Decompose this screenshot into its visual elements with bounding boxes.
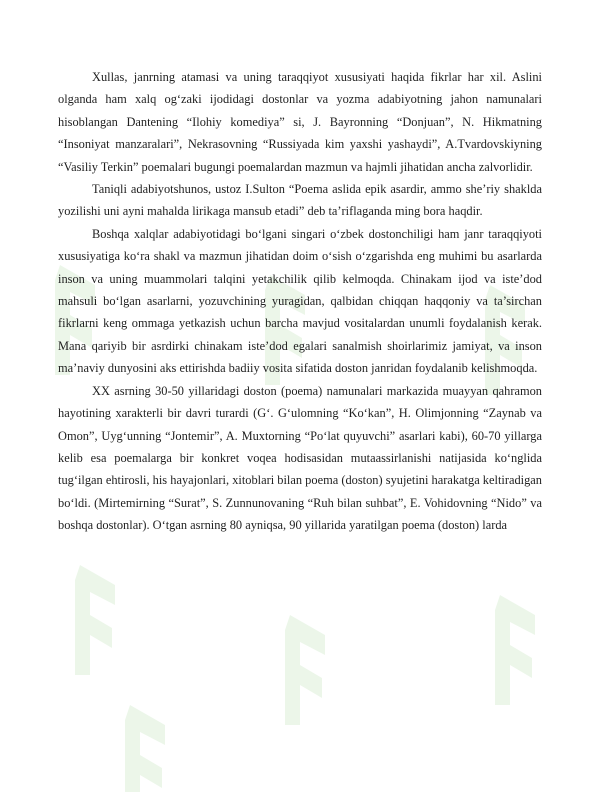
document-body [58,66,542,537]
paragraph: Taniqli adabiyotshunos, ustoz I.Sulton “Poema aslida epik asardir, ammo she’riy shaklda yozilishi uni ayni mahalda lirikaga mansub etadi” deb ta’riflaganda ming bora haqdir. [58,182,542,219]
watermark-logo-icon [110,700,180,792]
paragraph: Boshqa xalqlar adabiyotidagi bo‘lgani singari o‘zbek dostonchiligi ham janr taraqqiyoti xususiyatiga ko‘ra shakl va mazmun jihatidan doim o‘sish o‘zgarishda eng muhimi bu asarlarda inson va uning muammolari talqini yetakchilik qilib kelmoqda. Chinakam ijod va iste’dod mahsuli bo‘lgan asarlarni, yozuvchining yuragidan, qalbidan chiqqan haqqoniy va ta’sirchan fikrlarni keng ommaga yetkazish uchun barcha mavjud vositalardan unumli foydalanish kerak. Mana qariyib bir asrdirki chinakam iste’dod egalari sanalmish shoirlarimiz jamiyat, va inson ma’naviy dunyosini aks ettirishda badiiy vosita sifatida doston janridan foydalanib kelishmoqda. [58,226,542,376]
watermark-logo-icon [480,590,550,710]
watermark-logo-icon [60,560,130,680]
paragraph: Xullas, janrning atamasi va uning taraqqiyot xususiyati haqida fikrlar har xil. Aslini olganda ham xalq og‘zaki ijodidagi dostonlar va yozma adabiyotning jahon namunalari hisoblangan Dantening “Ilohiy komediya” si, J. Bayronning “Donjuan”, N. Hikmatning “Insoniyat manzaralari”, Nekrasovning “Russiyada kim yaxshi yashaydi”, A.Tvardovskiyning “Vasiliy Terkin” poemalari bugungi poemalardan mazmun va hajmli jihatidan ancha zalvorlidir. [58,70,542,174]
watermark-logo-icon [270,610,340,730]
paragraph: XX asrning 30-50 yillaridagi doston (poema) namunalari markazida muayyan qahramon hayotining xarakterli bir davri turardi (G‘. G‘ulomning “Ko‘kan”, H. Olimjonning “Zaynab va Omon”, Uyg‘unning “Jontemir”, A. Muxtorning “Po‘lat quyuvchi” asarlari kabi), 60-70 yillarga kelib esa poemalarga bir konkret voqea hodisasidan mutaassirlanishi natijasida ko‘nglida tug‘ilgan ehtirosli, his hayajonlari, xitoblari bilan poema (doston) syujetini harakatga keltiradigan bo‘ldi. (Mirtemirning “Surat”, S. Zunnunovaning “Ruh bilan suhbat”, E. Vohidovning “Nido” va boshqa dostonlar). O‘tgan asrning 80 ayniqsa, 90 yillarida yaratilgan poema (doston) larda [58,383,542,533]
